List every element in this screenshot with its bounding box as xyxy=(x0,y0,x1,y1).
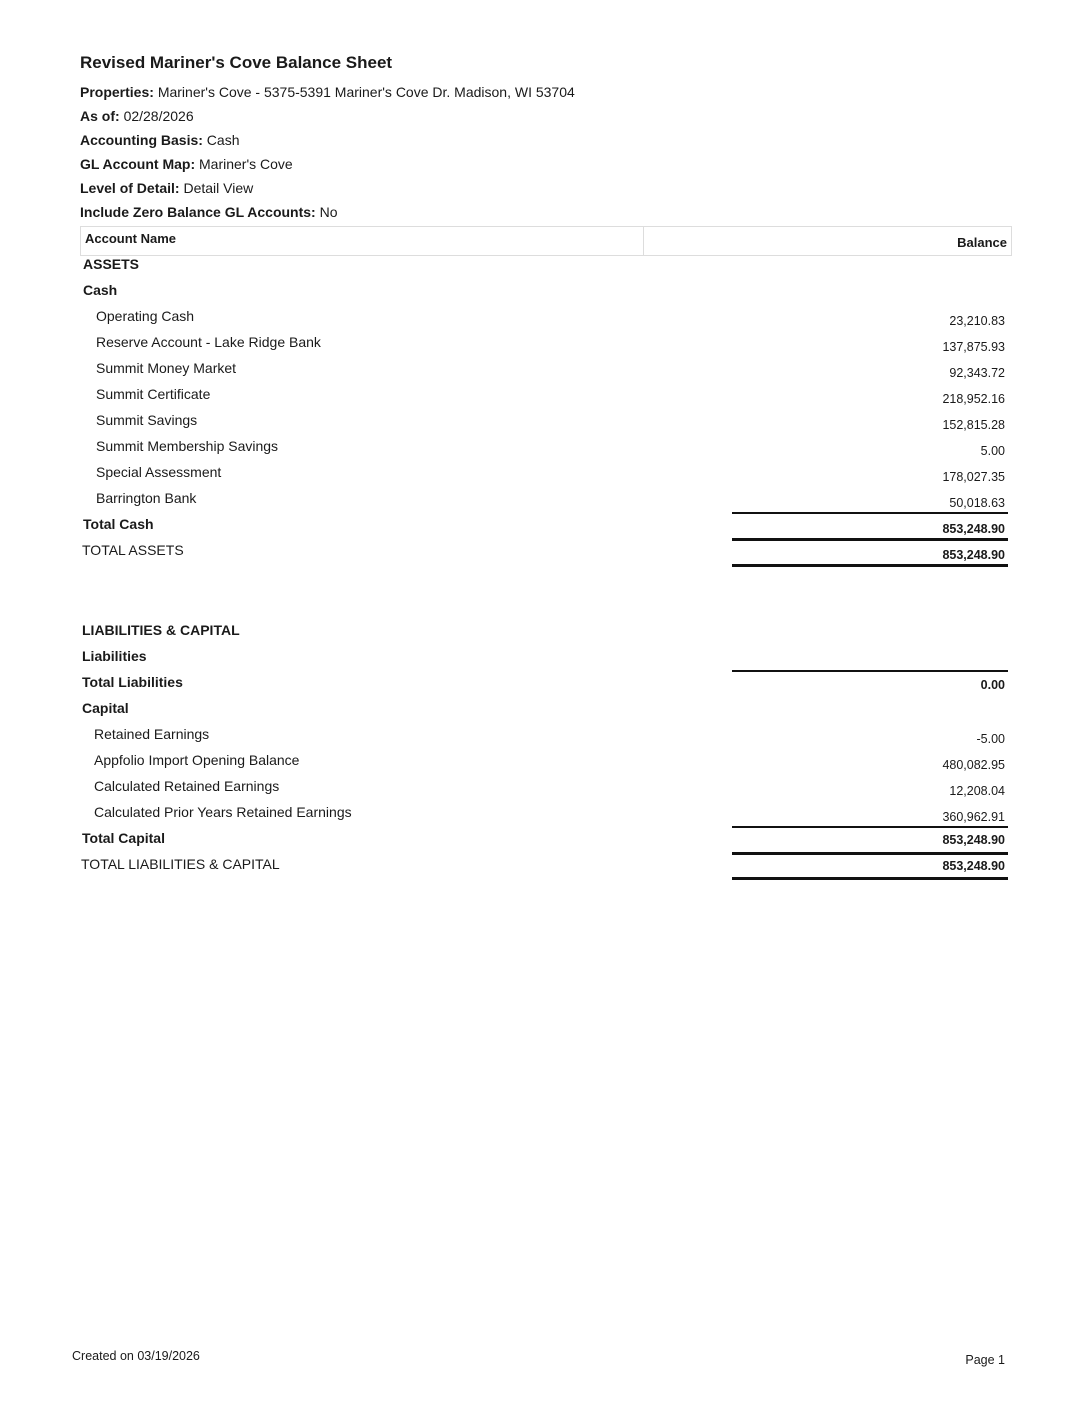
account-name: Barrington Bank xyxy=(96,490,197,506)
meta-include-zero xyxy=(80,204,338,220)
table-row xyxy=(0,412,1088,438)
total-row-liabilities xyxy=(0,674,1088,700)
total-rule xyxy=(732,512,1008,514)
section-heading-liabilities-capital xyxy=(0,622,1088,648)
account-name: Summit Money Market xyxy=(96,360,237,376)
column-divider xyxy=(643,227,644,255)
total-label: TOTAL ASSETS xyxy=(82,542,184,558)
account-name: Summit Membership Savings xyxy=(96,438,279,454)
account-name: Retained Earnings xyxy=(94,726,210,742)
section-heading-assets xyxy=(0,256,1088,282)
account-name: Reserve Account - Lake Ridge Bank xyxy=(96,334,321,350)
table-row xyxy=(0,334,1088,360)
account-name: Special Assessment xyxy=(96,464,222,480)
total-rule xyxy=(732,826,1008,828)
account-balance: 12,208.04 xyxy=(949,784,1005,798)
table-row xyxy=(0,726,1088,752)
total-label: Total Liabilities xyxy=(82,674,183,690)
meta-label: Properties: xyxy=(80,84,154,100)
table-row xyxy=(0,752,1088,778)
account-balance: 360,962.91 xyxy=(942,810,1005,824)
account-name: Summit Certificate xyxy=(96,386,211,402)
column-header-balance: Balance xyxy=(957,235,1007,250)
section-label: ASSETS xyxy=(83,256,140,272)
account-balance: 137,875.93 xyxy=(942,340,1005,354)
account-balance: 152,815.28 xyxy=(942,418,1005,432)
account-name: Calculated Retained Earnings xyxy=(94,778,280,794)
group-label: Cash xyxy=(83,282,118,298)
column-header-account-name: Account Name xyxy=(85,231,177,246)
table-row xyxy=(0,778,1088,804)
created-date: Created on 03/19/2026 xyxy=(72,1349,200,1363)
account-balance: 178,027.35 xyxy=(942,470,1005,484)
total-value: 853,248.90 xyxy=(942,522,1005,536)
table-row xyxy=(0,386,1088,412)
meta-value: Mariner's Cove - 5375-5391 Mariner's Cove Dr. Madison, WI 53704 xyxy=(157,84,575,100)
meta-as-of xyxy=(80,108,194,124)
table-row xyxy=(0,308,1088,334)
meta-value: 02/28/2026 xyxy=(123,108,194,124)
report-title: Revised Mariner's Cove Balance Sheet xyxy=(80,53,393,72)
total-rule xyxy=(732,538,1008,541)
meta-label: Include Zero Balance GL Accounts: xyxy=(80,204,316,220)
table-row xyxy=(0,464,1088,490)
total-value: 0.00 xyxy=(980,678,1005,692)
total-label: Total Capital xyxy=(82,830,165,846)
meta-label: GL Account Map: xyxy=(80,156,196,172)
meta-label: Accounting Basis: xyxy=(80,132,203,148)
account-balance: 50,018.63 xyxy=(949,496,1005,510)
table-header xyxy=(80,226,1012,256)
table-row xyxy=(0,360,1088,386)
meta-properties xyxy=(80,84,575,100)
account-balance: 23,210.83 xyxy=(949,314,1005,328)
group-label: Liabilities xyxy=(82,648,147,664)
page-number: Page 1 xyxy=(965,1353,1005,1367)
total-label: TOTAL LIABILITIES & CAPITAL xyxy=(81,856,280,872)
total-rule xyxy=(732,670,1008,672)
group-label: Capital xyxy=(82,700,129,716)
double-underline xyxy=(732,564,1008,567)
account-name: Calculated Prior Years Retained Earnings xyxy=(94,804,352,820)
meta-value: Detail View xyxy=(183,180,254,196)
meta-value: Cash xyxy=(206,132,240,148)
total-label: Total Cash xyxy=(83,516,154,532)
meta-value: Mariner's Cove xyxy=(199,156,293,172)
meta-accounting-basis xyxy=(80,132,239,148)
section-label: LIABILITIES & CAPITAL xyxy=(82,622,240,638)
account-name: Operating Cash xyxy=(96,308,195,324)
group-heading-cash xyxy=(0,282,1088,308)
meta-gl-account-map xyxy=(80,156,293,172)
total-value: 853,248.90 xyxy=(942,548,1005,562)
meta-value: No xyxy=(319,204,338,220)
total-value: 853,248.90 xyxy=(942,833,1005,847)
meta-label: As of: xyxy=(80,108,120,124)
account-name: Summit Savings xyxy=(96,412,198,428)
account-balance: -5.00 xyxy=(976,732,1005,746)
account-balance: 480,082.95 xyxy=(942,758,1005,772)
account-balance: 5.00 xyxy=(980,444,1005,458)
total-rule xyxy=(732,852,1008,855)
total-value: 853,248.90 xyxy=(942,859,1005,873)
account-balance: 218,952.16 xyxy=(942,392,1005,406)
meta-level-of-detail xyxy=(80,180,253,196)
meta-label: Level of Detail: xyxy=(80,180,180,196)
account-balance: 92,343.72 xyxy=(949,366,1005,380)
double-underline xyxy=(732,877,1008,880)
account-name: Appfolio Import Opening Balance xyxy=(94,752,300,768)
group-heading-capital xyxy=(0,700,1088,726)
table-row xyxy=(0,438,1088,464)
